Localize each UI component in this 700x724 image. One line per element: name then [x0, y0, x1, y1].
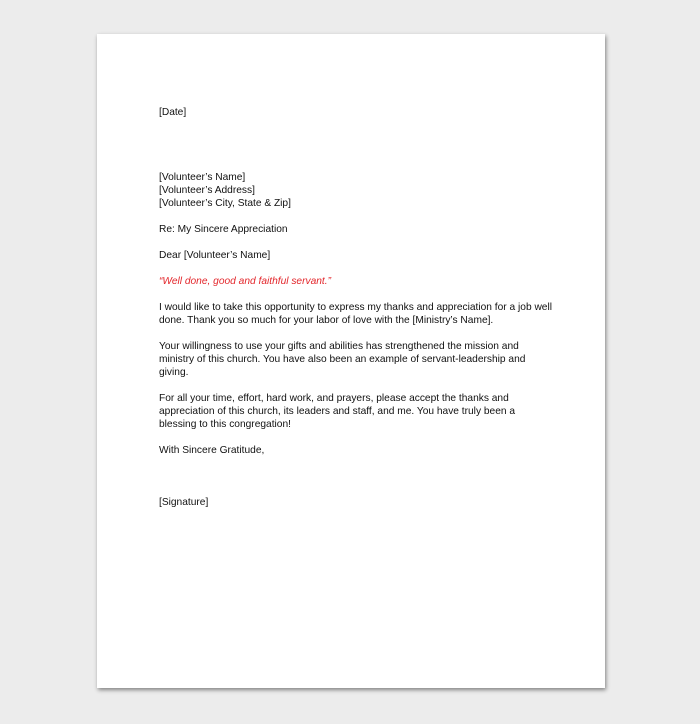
quote-text: “Well done, good and faithful servant.”	[159, 276, 331, 287]
salutation-text: Dear [Volunteer’s Name]	[159, 250, 271, 261]
letter-page	[97, 34, 605, 688]
spacer	[159, 132, 559, 171]
recipient-block	[159, 171, 559, 210]
subject-line	[159, 223, 559, 236]
paragraph-line: I would like to take this opportunity to express my thanks and appreciation for a job well	[159, 302, 552, 313]
body-paragraph-1	[159, 301, 559, 327]
salutation	[159, 249, 559, 262]
spacer	[159, 470, 559, 496]
subject-text: Re: My Sincere Appreciation	[159, 224, 288, 235]
scripture-quote	[159, 275, 559, 288]
body-paragraph-2	[159, 340, 559, 379]
paragraph-line: appreciation of this church, its leaders and staff, and me. You have truly been a	[159, 406, 516, 417]
paragraph-line: giving.	[159, 367, 189, 378]
letter-body	[159, 106, 559, 522]
signature-block	[159, 496, 559, 509]
closing	[159, 444, 559, 457]
recipient-city-state-zip: [Volunteer’s City, State & Zip]	[159, 198, 291, 209]
paragraph-line: blessing to this congregation!	[159, 419, 291, 430]
letter-date	[159, 106, 559, 119]
paragraph-line: Your willingness to use your gifts and abilities has strengthened the mission and	[159, 341, 519, 352]
paragraph-line: For all your time, effort, hard work, and prayers, please accept the thanks and	[159, 393, 509, 404]
recipient-address: [Volunteer’s Address]	[159, 185, 255, 196]
date-text: [Date]	[159, 107, 187, 118]
recipient-name: [Volunteer’s Name]	[159, 172, 246, 183]
paragraph-line: done. Thank you so much for your labor of love with the [Ministry’s Name].	[159, 315, 494, 326]
signature-text: [Signature]	[159, 497, 209, 508]
paragraph-line: ministry of this church. You have also been an example of servant-leadership and	[159, 354, 526, 365]
body-paragraph-3	[159, 392, 559, 431]
closing-text: With Sincere Gratitude,	[159, 445, 265, 456]
